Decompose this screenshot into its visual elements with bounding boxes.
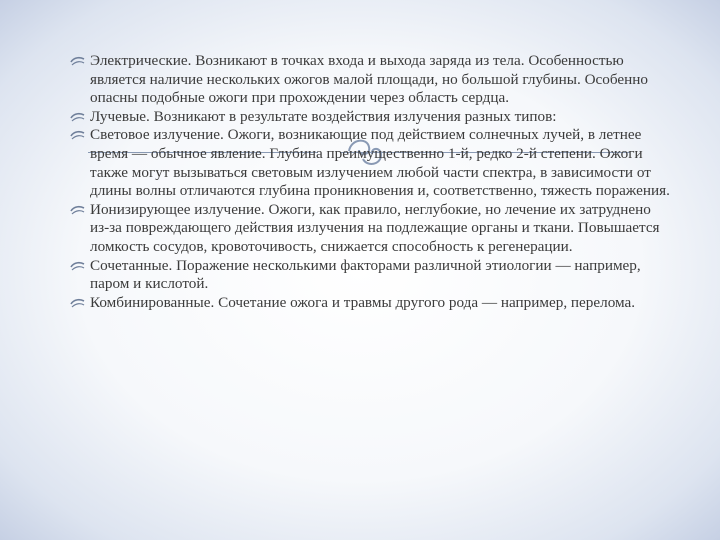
- swoosh-bullet-icon: [70, 298, 85, 309]
- swoosh-bullet-icon: [70, 205, 85, 216]
- swoosh-bullet-icon: [70, 261, 85, 272]
- bullet-text: Сочетанные. Поражение несколькими факторами различной этиологии — например, паром и кислотой.: [90, 256, 641, 293]
- swoosh-bullet-icon: [70, 56, 85, 67]
- list-item: [70, 126, 670, 200]
- list-item: [70, 52, 670, 108]
- bullet-text: Световое излучение. Ожоги, возникающие под действием солнечных лучей, в летнее время — обычное явление. Глубина преимущественно 1-й, редко 2-й степени. Ожоги также могут вызываться световым излучением любой части спектра, в зависимости от длины волны отличаются глубина проникновения и, соответственно, тяжесть поражения.: [90, 126, 670, 200]
- bullet-text: Комбинированные. Сочетание ожога и травмы другого рода — например, перелома.: [90, 293, 636, 311]
- bullet-list: [70, 52, 670, 312]
- list-item: [70, 257, 670, 294]
- bullet-text: Ионизирующее излучение. Ожоги, как правило, неглубокие, но лечение их затруднено из-за повреждающего действия излучения на подлежащие органы и ткани. Повышается ломкость сосудов, кровоточивость, снижается способность к регенерации.: [90, 200, 660, 255]
- bullet-text: Электрические. Возникают в точках входа и выхода заряда из тела. Особенностью является наличие нескольких ожогов малой площади, но большой глубины. Особенно опасны подобные ожоги при прохождении через область сердца.: [90, 52, 648, 107]
- list-item: [70, 294, 670, 313]
- swoosh-bullet-icon: [70, 112, 85, 123]
- bullet-text: Лучевые. Возникают в результате воздействия излучения разных типов:: [90, 107, 557, 125]
- list-item: [70, 108, 670, 127]
- swoosh-bullet-icon: [70, 130, 85, 141]
- slide-content: [70, 52, 670, 312]
- list-item: [70, 201, 670, 257]
